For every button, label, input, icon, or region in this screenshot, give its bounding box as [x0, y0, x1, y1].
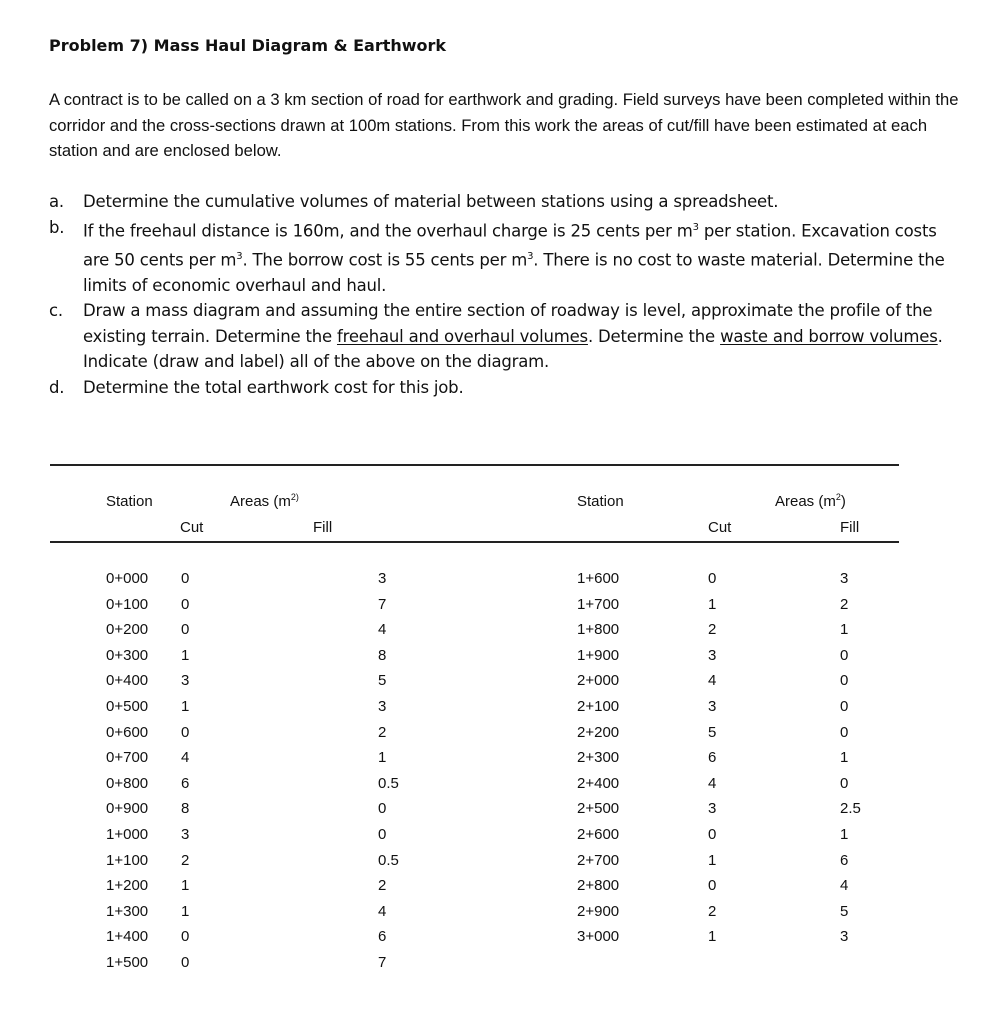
question-text: Determine the cumulative volumes of material between stations using a spreadsheet. — [83, 192, 779, 211]
cut-cell: 1 — [181, 902, 190, 920]
table-row — [0, 928, 1003, 954]
fill-header-left: Fill — [313, 519, 333, 536]
fill-cell: 0 — [840, 774, 849, 792]
table-row — [0, 596, 1003, 622]
station-cell: 2+000 — [577, 672, 620, 690]
cut-cell: 1 — [181, 697, 190, 715]
superscript: 3 — [236, 250, 243, 262]
table-row — [0, 672, 1003, 698]
underlined-phrase: waste and borrow volumes — [720, 326, 938, 346]
station-cell: 0+700 — [106, 749, 149, 767]
question-list — [49, 189, 959, 400]
station-cell: 1+500 — [106, 953, 149, 971]
cut-cell: 0 — [181, 928, 190, 946]
station-cell: 2+100 — [577, 697, 620, 715]
station-cell: 2+300 — [577, 749, 620, 767]
cut-header-left: Cut — [180, 519, 204, 536]
cut-cell: 5 — [708, 723, 717, 741]
question-label: b. — [49, 217, 65, 237]
cut-cell: 0 — [708, 877, 717, 895]
question-text: If the freehaul distance is 160m, and the overhaul charge is 25 cents per m — [83, 221, 693, 240]
fill-cell: 4 — [840, 877, 849, 895]
table-row — [0, 775, 1003, 801]
station-cell: 0+800 — [106, 774, 149, 792]
question-text: . The borrow cost is 55 cents per m — [242, 250, 528, 269]
cut-cell: 3 — [708, 646, 717, 664]
intro-paragraph — [49, 87, 969, 164]
station-cell: 0+300 — [106, 646, 149, 664]
underlined-phrase: freehaul and overhaul volumes — [336, 326, 588, 346]
fill-cell: 0.5 — [378, 774, 399, 792]
superscript: 3 — [527, 250, 534, 262]
cut-cell: 1 — [708, 928, 717, 946]
table-row — [0, 826, 1003, 852]
station-cell: 0+000 — [106, 570, 149, 587]
fill-cell: 0 — [840, 697, 849, 715]
fill-cell: 0 — [840, 723, 849, 741]
fill-cell: 3 — [378, 697, 387, 715]
fill-header-right: Fill — [840, 519, 860, 536]
question-text: . Indicate (draw and label) all of the above on the diagram. — [83, 326, 943, 371]
station-cell: 1+300 — [106, 902, 149, 920]
cut-cell: 1 — [708, 595, 717, 613]
table-row — [0, 570, 1003, 596]
station-cell: 0+500 — [106, 697, 149, 715]
fill-cell: 1 — [840, 825, 849, 843]
question-text: . There is no cost to waste material. Determine the limits of economic overhaul and haul. — [83, 250, 945, 295]
fill-cell: 7 — [378, 595, 387, 613]
station-cell: 2+600 — [577, 825, 620, 843]
station-cell: 1+900 — [577, 646, 620, 664]
cut-cell: 0 — [181, 953, 190, 971]
station-cell: 2+800 — [577, 877, 620, 895]
question-b — [49, 215, 959, 299]
table-row — [0, 698, 1003, 724]
cut-header-right: Cut — [708, 519, 732, 536]
station-cell: 0+600 — [106, 723, 149, 741]
page-title: Problem 7) Mass Haul Diagram & Earthwork — [49, 36, 447, 55]
fill-cell: 3 — [840, 570, 849, 587]
fill-cell: 0 — [378, 800, 387, 818]
cut-cell: 2 — [708, 902, 717, 920]
cut-cell: 3 — [708, 697, 717, 715]
cut-cell: 6 — [181, 774, 190, 792]
cut-cell: 2 — [708, 621, 717, 639]
question-text: Determine the total earthwork cost for this job. — [83, 377, 464, 397]
station-cell: 1+100 — [106, 851, 149, 869]
fill-cell: 5 — [840, 902, 849, 920]
fill-cell: 6 — [378, 928, 387, 946]
table-right — [0, 570, 1003, 954]
question-text: per station. Excavation costs are 50 cents per m — [83, 221, 937, 269]
table-row — [0, 954, 500, 980]
cut-cell: 4 — [708, 774, 717, 792]
table-row — [0, 800, 1003, 826]
station-cell: 1+000 — [106, 825, 149, 843]
fill-cell: 0 — [840, 672, 849, 690]
cut-cell: 0 — [708, 570, 717, 587]
table-row — [0, 647, 1003, 673]
fill-cell: 3 — [840, 928, 849, 946]
fill-cell: 1 — [840, 749, 849, 767]
station-cell: 2+400 — [577, 774, 620, 792]
fill-cell: 1 — [840, 621, 849, 639]
table-row — [0, 621, 1003, 647]
fill-cell: 3 — [378, 570, 387, 587]
cut-cell: 3 — [181, 672, 190, 690]
fill-cell: 4 — [378, 902, 387, 920]
question-label: d. — [49, 377, 65, 397]
table-row — [0, 852, 1003, 878]
fill-cell: 7 — [378, 953, 387, 971]
table-header-rule — [50, 541, 899, 543]
station-cell: 1+400 — [106, 928, 149, 946]
station-cell: 0+100 — [106, 595, 149, 613]
fill-cell: 2.5 — [840, 800, 861, 818]
question-d — [49, 375, 959, 401]
cut-cell: 2 — [181, 851, 190, 869]
cut-cell: 1 — [708, 851, 717, 869]
table-row — [0, 724, 1003, 750]
station-header-left: Station — [106, 493, 153, 510]
fill-cell: 5 — [378, 672, 387, 690]
station-cell: 2+700 — [577, 851, 620, 869]
station-cell: 3+000 — [577, 928, 620, 946]
station-cell: 0+900 — [106, 800, 149, 818]
fill-cell: 0.5 — [378, 851, 399, 869]
fill-cell: 2 — [378, 723, 387, 741]
cut-cell: 1 — [181, 877, 190, 895]
fill-cell: 4 — [378, 621, 387, 639]
table-top-rule — [50, 464, 899, 466]
station-cell: 2+900 — [577, 902, 620, 920]
question-c — [49, 298, 959, 375]
fill-cell: 6 — [840, 851, 849, 869]
station-cell: 0+200 — [106, 621, 149, 639]
question-text: Draw a mass diagram and assuming the entire section of roadway is level, approximate the profile of the existing terrain. Determine the — [83, 301, 933, 346]
station-cell: 1+700 — [577, 595, 620, 613]
intro-text: A contract is to be called on a 3 km section of road for earthwork and grading. Field surveys have been completed within the corridor and the cross-sections drawn at 100m stations. From this work the areas of cut/fill have been estimated at each station and are enclosed below. — [49, 90, 959, 160]
superscript: 2 — [835, 492, 841, 502]
cut-cell: 0 — [181, 570, 190, 587]
cut-cell: 4 — [181, 749, 190, 767]
cut-cell: 3 — [708, 800, 717, 818]
cut-cell: 4 — [708, 672, 717, 690]
cut-cell: 0 — [181, 595, 190, 613]
question-a — [49, 189, 959, 215]
superscript: 3 — [692, 221, 699, 233]
areas-header-right: Areas $(m^2)$ — [775, 492, 846, 510]
areas-header-left: Areas ($m^{2)}$ — [230, 492, 299, 510]
cut-cell: 1 — [181, 646, 190, 664]
superscript: 2) — [290, 492, 299, 502]
fill-cell: 0 — [840, 646, 849, 664]
question-label: a. — [49, 192, 64, 211]
cut-cell: 0 — [708, 825, 717, 843]
station-cell: 1+800 — [577, 621, 620, 639]
station-cell: 1+200 — [106, 877, 149, 895]
table-row — [0, 749, 1003, 775]
cut-cell: 0 — [181, 723, 190, 741]
cut-cell: 8 — [181, 800, 190, 818]
station-cell: 2+500 — [577, 800, 620, 818]
table-row — [0, 877, 1003, 903]
station-cell: 2+200 — [577, 723, 620, 741]
question-text: . Determine the — [587, 326, 721, 346]
table-row — [0, 903, 1003, 929]
station-cell: 0+400 — [106, 672, 149, 690]
station-header-right: Station — [577, 493, 624, 510]
fill-cell: 2 — [378, 877, 387, 895]
cut-cell: 6 — [708, 749, 717, 767]
cut-cell: 3 — [181, 825, 190, 843]
cut-cell: 0 — [181, 621, 190, 639]
fill-cell: 2 — [840, 595, 849, 613]
fill-cell: 8 — [378, 646, 387, 664]
station-cell: 1+600 — [577, 570, 620, 587]
fill-cell: 0 — [378, 825, 387, 843]
question-label: c. — [49, 301, 63, 320]
fill-cell: 1 — [378, 749, 387, 767]
